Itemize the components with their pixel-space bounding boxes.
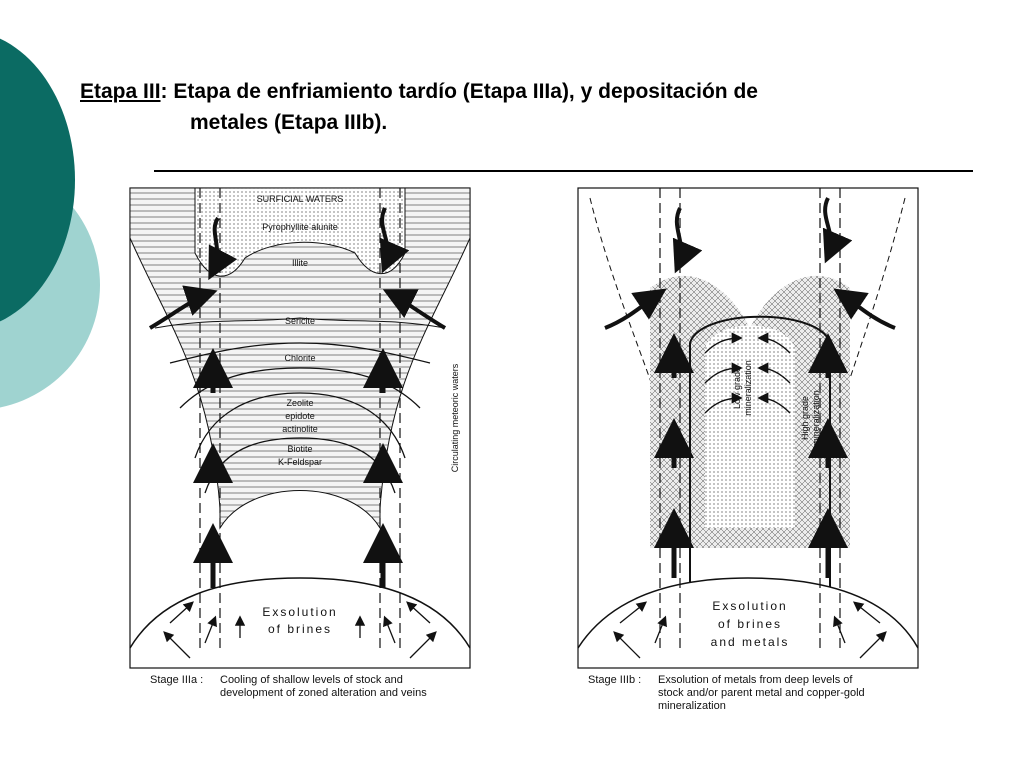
label-low-grade-2: mineralization [743, 360, 753, 416]
label-meteoric-waters: Circulating meteoric waters [450, 363, 460, 473]
stage-iiia-caption-2: development of zoned alteration and veins [220, 687, 427, 699]
label-of-brines-b: of brines [717, 617, 783, 631]
stage-iiib-caption-2: stock and/or parent metal and copper-gold [658, 687, 865, 699]
label-and-metals: and metals [710, 635, 790, 649]
label-actinolite: actinolite [282, 424, 318, 434]
title-rest: : Etapa de enfriamiento tardío (Etapa IIIa), y depositación de [160, 80, 758, 103]
label-epidote: epidote [285, 411, 315, 421]
stage-iiia-caption-1: Cooling of shallow levels of stock and [220, 674, 403, 686]
label-sericite: Sericite [284, 316, 316, 326]
label-illite: Illite [291, 258, 309, 268]
title-divider [154, 170, 973, 172]
stage-iiib-caption-3: mineralization [658, 700, 726, 712]
label-pyrophyllite: Pyrophyllite alunite [262, 222, 338, 232]
right-panel [578, 188, 918, 712]
label-surficial-waters: SURFICIAL WATERS [256, 194, 344, 204]
label-high-grade-1: High grade [800, 395, 810, 441]
label-kfeldspar: K-Feldspar [277, 457, 323, 467]
stage-iiib-caption-1: Exsolution of metals from deep levels of [658, 674, 853, 686]
label-low-grade-1: Low grade [732, 366, 742, 410]
left-panel [130, 188, 470, 699]
label-of-brines: of brines [267, 622, 333, 636]
label-chlorite: Chlorite [284, 353, 316, 363]
decorative-circle-dark [0, 30, 75, 330]
label-exsolution: Exsolution [262, 605, 338, 619]
label-biotite: Biotite [287, 444, 313, 454]
label-exsolution-b: Exsolution [712, 599, 788, 613]
stage-iii-diagram [100, 178, 1000, 723]
stage-iiia-label: Stage IIIa : [150, 674, 204, 686]
title-lead: Etapa III [80, 80, 161, 103]
slide-title [80, 76, 960, 138]
title-line2: metales (Etapa IIIb). [190, 111, 388, 134]
label-high-grade-2: mineralization [811, 390, 821, 446]
stage-iiib-label: Stage IIIb : [588, 674, 642, 686]
label-zeolite: Zeolite [286, 398, 314, 408]
